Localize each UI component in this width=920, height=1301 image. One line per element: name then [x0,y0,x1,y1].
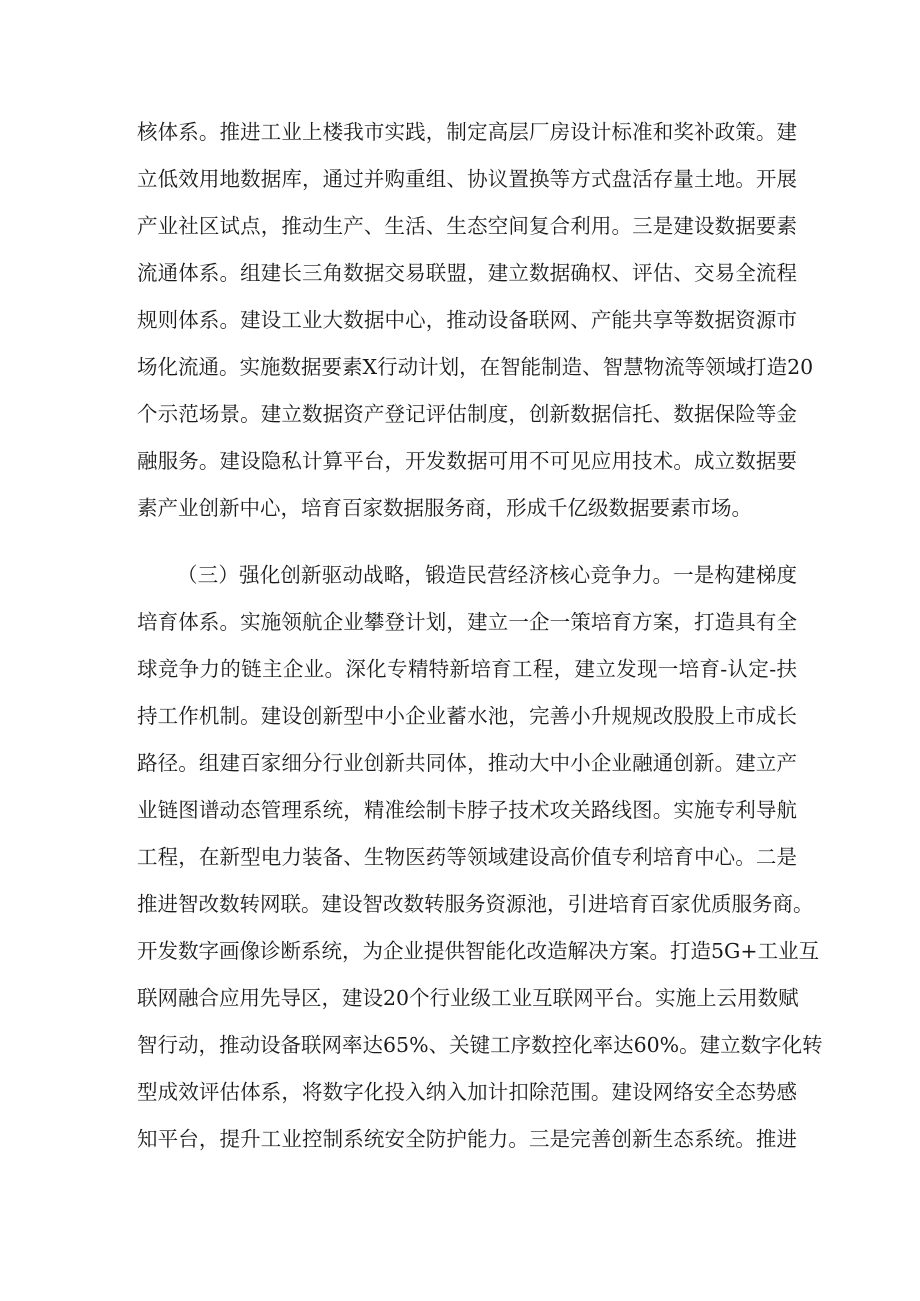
text-line: 产业社区试点，推动生产、生活、生态空间复合利用。三是建设数据要素 [137,214,797,238]
text-line: 型成效评估体系，将数字化投入纳入加计扣除范围。建设网络安全态势感 [137,1080,797,1104]
text-line: 联网融合应用先导区，建设20个行业级工业互联网平台。实施上云用数赋 [137,986,799,1010]
text-line: 球竞争力的链主企业。深化专精特新培育工程，建立发现一培育-认定-扶 [137,657,797,681]
text-line: 智行动，推动设备联网率达65%、关键工序数控化率达60%。建立数字化转 [137,1033,823,1057]
text-line: 路径。组建百家细分行业创新共同体，推动大中小企业融通创新。建立产 [137,751,797,775]
text-line: 培育体系。实施领航企业攀登计划，建立一企一策培育方案，打造具有全 [137,610,797,634]
text-line: 融服务。建设隐私计算平台，开发数据可用不可见应用技术。成立数据要 [137,449,797,473]
text-line: （三）强化创新驱动战略，锻造民营经济核心竞争力。一是构建梯度 [177,563,797,587]
text-line: 工程，在新型电力装备、生物医药等领域建设高价值专利培育中心。二是 [137,845,797,869]
text-line: 业链图谱动态管理系统，精准绘制卡脖子技术攻关路线图。实施专利导航 [137,798,797,822]
text-line: 流通体系。组建长三角数据交易联盟，建立数据确权、评估、交易全流程 [137,261,797,285]
text-line: 开发数字画像诊断系统，为企业提供智能化改造解决方案。打造5G+工业互 [137,939,820,963]
text-line: 持工作机制。建设创新型中小企业蓄水池，完善小升规规改股股上市成长 [137,704,797,728]
text-line: 素产业创新中心，培育百家数据服务商，形成千亿级数据要素市场。 [137,496,752,520]
text-line: 核体系。推进工业上楼我市实践，制定高层厂房设计标准和奖补政策。建 [137,120,797,144]
text-line: 立低效用地数据库，通过并购重组、协议置换等方式盘活存量土地。开展 [137,167,797,191]
text-line: 知平台，提升工业控制系统安全防护能力。三是完善创新生态系统。推进 [137,1127,797,1151]
text-line: 场化流通。实施数据要素X行动计划，在智能制造、智慧物流等领域打造20 [137,355,814,379]
text-line: 个示范场景。建立数据资产登记评估制度，创新数据信托、数据保险等金 [137,402,797,426]
text-line: 推进智改数转网联。建设智改数转服务资源池，引进培育百家优质服务商。 [137,892,814,916]
text-line: 规则体系。建设工业大数据中心，推动设备联网、产能共享等数据资源市 [137,308,797,332]
